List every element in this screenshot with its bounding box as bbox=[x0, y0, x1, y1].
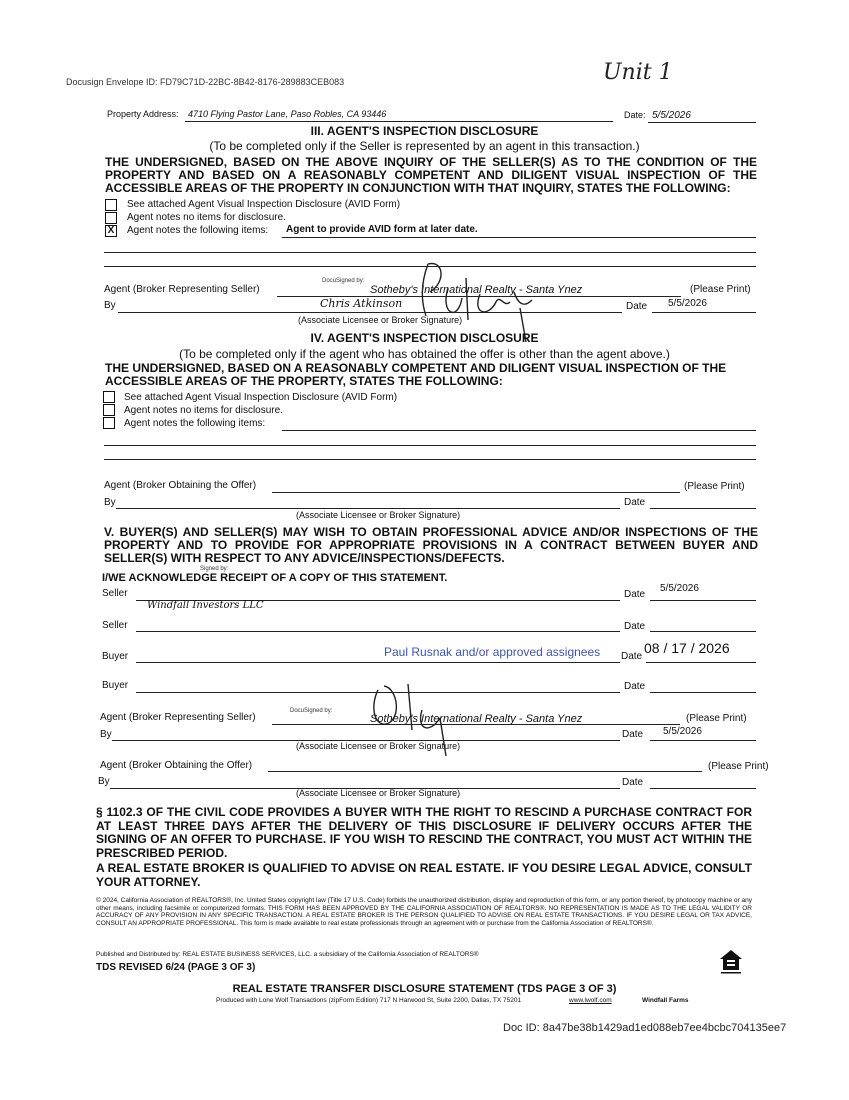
section-3-by-label: By bbox=[104, 300, 116, 311]
agent-seller-signature-caption: (Associate Licensee or Broker Signature) bbox=[296, 741, 461, 751]
items-line-2 bbox=[104, 252, 756, 253]
section-4-checkbox-items[interactable] bbox=[103, 417, 115, 429]
agent-offer-by-label: By bbox=[98, 776, 110, 787]
buyer-1-date-label: Date bbox=[621, 651, 643, 662]
seller-1-date-line bbox=[650, 600, 756, 601]
doc-id: Doc ID: 8a47be38b1429ad1ed088eb7ee4bcbc704135ee7 bbox=[503, 1022, 787, 1034]
buyer-1-date-line bbox=[646, 662, 756, 663]
agent-seller-by-label: By bbox=[100, 729, 112, 740]
section-3-date-value: 5/5/2026 bbox=[668, 298, 707, 309]
produced-with: Produced with Lone Wolf Transactions (zipForm Edition) 717 N Harwood St, Suite 2200, Dallas, TX 75201 bbox=[216, 997, 522, 1004]
agent-seller-label: Agent (Broker Representing Seller) bbox=[100, 712, 256, 723]
section-4-items-line-2 bbox=[104, 445, 756, 446]
section-3-option-items: Agent notes the following items: bbox=[127, 225, 269, 236]
seller-2-date-label: Date bbox=[624, 621, 646, 632]
section-4-agent-label: Agent (Broker Obtaining the Offer) bbox=[104, 480, 257, 491]
agent-offer-signature-caption: (Associate Licensee or Broker Signature) bbox=[296, 788, 461, 798]
rescind-notice: § 1102.3 OF THE CIVIL CODE PROVIDES A BUYER WITH THE RIGHT TO RESCIND A PURCHASE CONTRACT FOR AT LEAST THREE DAYS AFTER THE DELIVERY OF THIS DISCLOSURE IF DELIVERY OCCURS AFTER THE SIGNING OF AN OFFER TO PURCHASE. IF YOU WISH TO RESCIND THE CONTRACT, YOU MUST ACT WITHIN THE PRESCRIBED PERIOD. bbox=[96, 805, 752, 860]
file-name: Windfall Farms bbox=[642, 997, 689, 1004]
envelope-id: Docusign Envelope ID: FD79C71D-22BC-8B42-8176-289883CEB083 bbox=[66, 77, 345, 87]
seller-1-label: Seller bbox=[102, 588, 128, 599]
section-4-date-line bbox=[650, 508, 756, 509]
section-3-items-text: Agent to provide AVID form at later date. bbox=[286, 224, 478, 235]
seller-1-date-label: Date bbox=[624, 589, 646, 600]
buyer-2-date-line bbox=[650, 692, 756, 693]
section-3-option-no-items: Agent notes no items for disclosure. bbox=[127, 212, 286, 223]
agent-offer-line bbox=[268, 771, 702, 772]
seller-2-line bbox=[136, 631, 620, 632]
published-by: Published and Distributed by: REAL ESTATE BUSINESS SERVICES, LLC. a subsidiary of the California Association of REALTORS® bbox=[96, 951, 479, 958]
agent-seller-date-label: Date bbox=[622, 729, 644, 740]
section-3-agent-label: Agent (Broker Representing Seller) bbox=[104, 284, 260, 295]
section-3-please-print: (Please Print) bbox=[690, 284, 751, 295]
agent-seller-please-print: (Please Print) bbox=[686, 713, 747, 724]
property-address-value: 4710 Flying Pastor Lane, Paso Robles, CA 93446 bbox=[188, 109, 387, 119]
section-3-date-label: Date bbox=[626, 301, 648, 312]
section-3-title: III. AGENT'S INSPECTION DISCLOSURE bbox=[310, 124, 539, 138]
items-line-1 bbox=[282, 237, 756, 238]
buyer-1-label: Buyer bbox=[102, 651, 129, 662]
buyer-2-date-label: Date bbox=[624, 681, 646, 692]
section-4-please-print: (Please Print) bbox=[684, 481, 745, 492]
section-3-signature-caption: (Associate Licensee or Broker Signature) bbox=[298, 315, 463, 325]
section-4-option-avid: See attached Agent Visual Inspection Disclosure (AVID Form) bbox=[124, 392, 398, 403]
section-4-checkbox-avid[interactable] bbox=[103, 391, 115, 403]
tds-revised: TDS REVISED 6/24 (PAGE 3 OF 3) bbox=[96, 962, 256, 973]
agent-offer-date-label: Date bbox=[622, 777, 644, 788]
seller-1-value: Windfall Investors LLC bbox=[147, 600, 264, 611]
section-3-option-avid: See attached Agent Visual Inspection Disclosure (AVID Form) bbox=[127, 199, 401, 210]
agent-offer-label: Agent (Broker Obtaining the Offer) bbox=[100, 760, 253, 771]
property-address-label: Property Address: bbox=[107, 109, 179, 119]
section-3-intro: THE UNDERSIGNED, BASED ON THE ABOVE INQUIRY OF THE SELLER(S) AS TO THE CONDITION OF THE PROPERTY AND BASED ON A REASONABLY COMPETENT AND DILIGENT VISUAL INSPECTION OF THE ACCESSIBLE AREAS OF THE PROPERTY IN CONJUNCTION WITH THAT INQUIRY, STATES THE FOLLOWING: bbox=[105, 155, 757, 195]
buyer-1-line bbox=[136, 662, 620, 663]
section-4-by-line bbox=[116, 508, 620, 509]
agent-offer-please-print: (Please Print) bbox=[708, 761, 769, 772]
section-4-title: IV. AGENT'S INSPECTION DISCLOSURE bbox=[310, 331, 539, 345]
property-date-value: 5/5/2026 bbox=[652, 110, 691, 121]
agent-seller-value: Sotheby's International Realty - Santa Ynez bbox=[370, 713, 583, 725]
property-date-label: Date: bbox=[624, 110, 646, 120]
section-3-by-value: Chris Atkinson bbox=[320, 297, 403, 310]
seller-2-label: Seller bbox=[102, 620, 128, 631]
section-5-docusigned-tag: DocuSigned by: bbox=[290, 708, 333, 714]
section-5-signed-by-tag: Signed by: bbox=[200, 566, 229, 572]
section-3-checkbox-items[interactable]: X bbox=[105, 225, 117, 237]
section-3-checkbox-no-items[interactable] bbox=[105, 212, 117, 224]
section-4-subtitle: (To be completed only if the agent who has obtained the offer is other than the agent above.) bbox=[179, 347, 670, 361]
section-4-agent-line bbox=[272, 492, 680, 493]
section-3-date-line bbox=[652, 312, 756, 313]
equal-housing-icon bbox=[718, 948, 744, 976]
section-3-by-line bbox=[118, 312, 622, 313]
copyright-notice: © 2024, California Association of REALTORS®, Inc. United States copyright law (Title 17 U.S. Code) forbids the unauthorized distribution, display and reproduction of this form, or any portion thereof, by photocopy machine or any other means, including facsimile or computerized formats. THIS FORM HAS BEEN APPROVED BY THE CALIFORNIA ASSOCIATION OF REALTORS®. NO REPRESENTATION IS MADE AS TO THE LEGAL VALIDITY OR ACCURACY OF ANY PROVISION IN ANY SPECIFIC TRANSACTION. A REAL ESTATE BROKER IS THE PERSON QUALIFIED TO ADVISE ON REAL ESTATE TRANSACTIONS. IF YOU DESIRE LEGAL OR TAX ADVICE, CONSULT AN APPROPRIATE PROFESSIONAL. This form is made available to real estate professionals through an agreement with or purchase from the California Association of REALTORS®. bbox=[96, 897, 752, 927]
section-5-ack: I/WE ACKNOWLEDGE RECEIPT OF A COPY OF THIS STATEMENT. bbox=[102, 572, 448, 584]
form-title: REAL ESTATE TRANSFER DISCLOSURE STATEMENT (TDS PAGE 3 OF 3) bbox=[232, 983, 617, 995]
section-4-date-label: Date bbox=[624, 497, 646, 508]
seller-1-date-value: 5/5/2026 bbox=[660, 583, 699, 594]
buyer-1-date-value: 08 / 17 / 2026 bbox=[644, 640, 730, 656]
buyer-2-label: Buyer bbox=[102, 680, 129, 691]
section-4-option-items: Agent notes the following items: bbox=[124, 418, 266, 429]
produced-url-link[interactable]: www.lwolf.com bbox=[569, 997, 612, 1004]
section-3-checkbox-avid[interactable] bbox=[105, 199, 117, 211]
agent-seller-date-value: 5/5/2026 bbox=[663, 726, 702, 737]
date-underline bbox=[648, 122, 756, 123]
legal-advice-notice: A REAL ESTATE BROKER IS QUALIFIED TO ADVISE ON REAL ESTATE. IF YOU DESIRE LEGAL ADVICE, CONSULT YOUR ATTORNEY. bbox=[96, 861, 752, 889]
section-5-text: V. BUYER(S) AND SELLER(S) MAY WISH TO OBTAIN PROFESSIONAL ADVICE AND/OR INSPECTIONS OF THE PROPERTY AND TO PROVIDE FOR APPROPRIATE PROVISIONS IN A CONTRACT BETWEEN BUYER AND SELLER(S) WITH RESPECT TO ANY ADVICE/INSPECTIONS/DEFECTS. bbox=[104, 525, 758, 565]
section-4-signature-caption: (Associate Licensee or Broker Signature) bbox=[296, 510, 461, 520]
agent-offer-date-line bbox=[650, 788, 756, 789]
section-4-by-label: By bbox=[104, 497, 116, 508]
section-3-subtitle: (To be completed only if the Seller is represented by an agent in this transaction.) bbox=[209, 139, 640, 153]
section-4-items-line-3 bbox=[104, 459, 756, 460]
seller-2-date-line bbox=[650, 631, 756, 632]
section-4-option-no-items: Agent notes no items for disclosure. bbox=[124, 405, 283, 416]
section-4-items-line-1 bbox=[282, 430, 756, 431]
address-underline bbox=[185, 121, 613, 122]
section-4-intro: THE UNDERSIGNED, BASED ON A REASONABLY COMPETENT AND DILIGENT VISUAL INSPECTION OF THE ACCESSIBLE AREAS OF THE PROPERTY, STATES THE FOLLOWING: bbox=[105, 361, 727, 388]
section-3-docusigned-tag: DocuSigned by: bbox=[322, 278, 365, 284]
buyer-1-value: Paul Rusnak and/or approved assignees bbox=[384, 645, 601, 659]
handwritten-unit-note: Unit 1 bbox=[603, 60, 673, 85]
agent-seller-date-line bbox=[650, 740, 756, 741]
section-4-checkbox-no-items[interactable] bbox=[103, 404, 115, 416]
section-3-agent-value: Sotheby's International Realty - Santa Ynez bbox=[370, 284, 583, 296]
